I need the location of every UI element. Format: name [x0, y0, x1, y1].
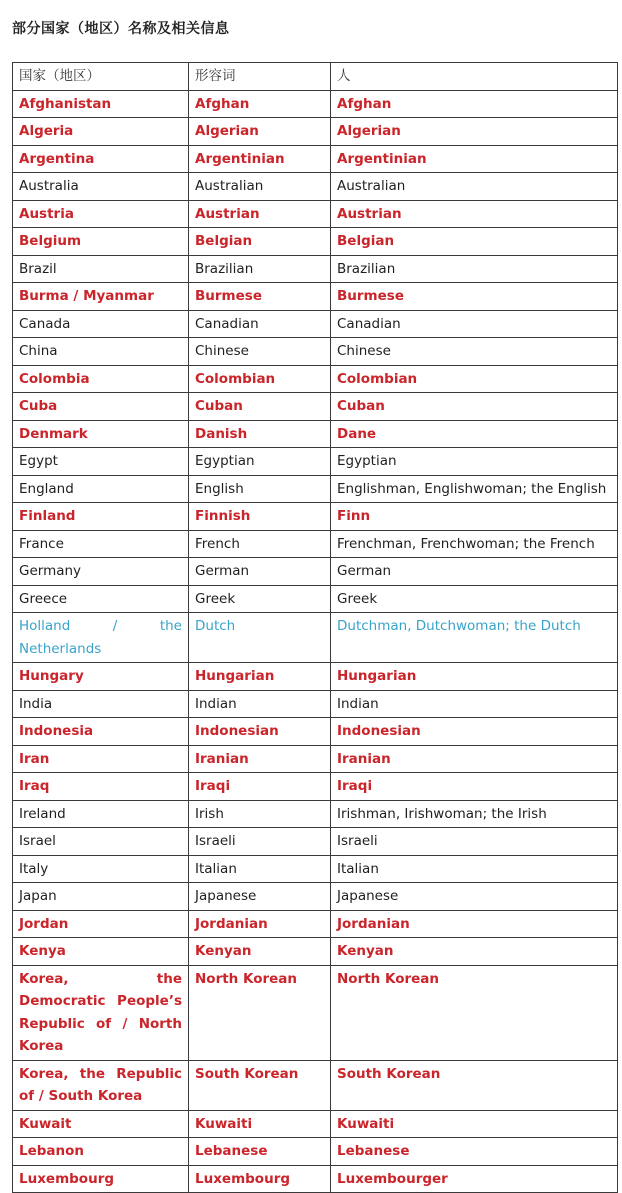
person-cell: Frenchman, Frenchwoman; the French: [331, 530, 618, 558]
table-row: [13, 365, 618, 393]
country-cell: Luxembourg: [13, 1165, 189, 1193]
country-cell: Afghanistan: [13, 90, 189, 118]
person-cell: Japanese: [331, 883, 618, 911]
person-cell: North Korean: [331, 965, 618, 1060]
table-row: [13, 420, 618, 448]
person-cell: Indian: [331, 690, 618, 718]
adjective-cell: Chinese: [189, 338, 331, 366]
country-cell: India: [13, 690, 189, 718]
person-cell: Hungarian: [331, 663, 618, 691]
country-cell: Canada: [13, 310, 189, 338]
table-row: [13, 938, 618, 966]
table-row: [13, 773, 618, 801]
person-cell: Jordanian: [331, 910, 618, 938]
adjective-cell: Israeli: [189, 828, 331, 856]
adjective-cell: Kuwaiti: [189, 1110, 331, 1138]
table-row: [13, 173, 618, 201]
header-adjective: 形容词: [189, 63, 331, 91]
country-cell: Japan: [13, 883, 189, 911]
country-cell: Greece: [13, 585, 189, 613]
country-table-container: [12, 62, 617, 1193]
country-cell: Kuwait: [13, 1110, 189, 1138]
adjective-cell: North Korean: [189, 965, 331, 1060]
person-cell: Iranian: [331, 745, 618, 773]
adjective-cell: Indonesian: [189, 718, 331, 746]
person-cell: Israeli: [331, 828, 618, 856]
adjective-cell: English: [189, 475, 331, 503]
table-row: [13, 883, 618, 911]
adjective-cell: Algerian: [189, 118, 331, 146]
country-cell: Belgium: [13, 228, 189, 256]
country-cell: Kenya: [13, 938, 189, 966]
table-row: [13, 965, 618, 1060]
adjective-cell: German: [189, 558, 331, 586]
adjective-cell: Canadian: [189, 310, 331, 338]
country-cell: Austria: [13, 200, 189, 228]
adjective-cell: Irish: [189, 800, 331, 828]
adjective-cell: Italian: [189, 855, 331, 883]
person-cell: Austrian: [331, 200, 618, 228]
country-cell: Algeria: [13, 118, 189, 146]
country-cell: Jordan: [13, 910, 189, 938]
adjective-cell: Finnish: [189, 503, 331, 531]
person-cell: Algerian: [331, 118, 618, 146]
country-cell: China: [13, 338, 189, 366]
adjective-cell: Iraqi: [189, 773, 331, 801]
adjective-cell: Luxembourg: [189, 1165, 331, 1193]
person-cell: Italian: [331, 855, 618, 883]
country-cell: Korea, the Republic of / South Korea: [13, 1060, 189, 1110]
adjective-cell: Austrian: [189, 200, 331, 228]
table-row: [13, 855, 618, 883]
table-row: [13, 228, 618, 256]
table-row: [13, 255, 618, 283]
adjective-cell: Burmese: [189, 283, 331, 311]
person-cell: Brazilian: [331, 255, 618, 283]
country-cell: Germany: [13, 558, 189, 586]
person-cell: Irishman, Irishwoman; the Irish: [331, 800, 618, 828]
table-header-row: [13, 63, 618, 91]
table-row: [13, 663, 618, 691]
header-country: 国家（地区）: [13, 63, 189, 91]
header-person: 人: [331, 63, 618, 91]
adjective-cell: South Korean: [189, 1060, 331, 1110]
adjective-cell: Lebanese: [189, 1138, 331, 1166]
person-cell: Afghan: [331, 90, 618, 118]
table-row: [13, 503, 618, 531]
adjective-cell: Danish: [189, 420, 331, 448]
table-row: [13, 558, 618, 586]
country-cell: Denmark: [13, 420, 189, 448]
table-row: [13, 1060, 618, 1110]
adjective-cell: Cuban: [189, 393, 331, 421]
adjective-cell: Dutch: [189, 613, 331, 663]
adjective-cell: Belgian: [189, 228, 331, 256]
country-cell: Hungary: [13, 663, 189, 691]
country-cell: France: [13, 530, 189, 558]
person-cell: Englishman, Englishwoman; the English: [331, 475, 618, 503]
adjective-cell: Jordanian: [189, 910, 331, 938]
country-cell: Ireland: [13, 800, 189, 828]
table-row: [13, 118, 618, 146]
country-cell: Indonesia: [13, 718, 189, 746]
table-row: [13, 718, 618, 746]
page-title: 部分国家（地区）名称及相关信息: [12, 21, 230, 37]
country-cell: Australia: [13, 173, 189, 201]
country-cell: Iran: [13, 745, 189, 773]
adjective-cell: Egyptian: [189, 448, 331, 476]
adjective-cell: Greek: [189, 585, 331, 613]
table-row: [13, 393, 618, 421]
table-row: [13, 910, 618, 938]
adjective-cell: Kenyan: [189, 938, 331, 966]
person-cell: German: [331, 558, 618, 586]
adjective-cell: Indian: [189, 690, 331, 718]
country-cell: Cuba: [13, 393, 189, 421]
person-cell: Kuwaiti: [331, 1110, 618, 1138]
country-cell: Iraq: [13, 773, 189, 801]
person-cell: South Korean: [331, 1060, 618, 1110]
table-row: [13, 828, 618, 856]
country-cell: Israel: [13, 828, 189, 856]
country-cell: Lebanon: [13, 1138, 189, 1166]
adjective-cell: Argentinian: [189, 145, 331, 173]
country-cell: Italy: [13, 855, 189, 883]
adjective-cell: Australian: [189, 173, 331, 201]
person-cell: Burmese: [331, 283, 618, 311]
person-cell: Greek: [331, 585, 618, 613]
person-cell: Colombian: [331, 365, 618, 393]
table-row: [13, 145, 618, 173]
country-cell: Colombia: [13, 365, 189, 393]
person-cell: Chinese: [331, 338, 618, 366]
adjective-cell: Afghan: [189, 90, 331, 118]
table-row: [13, 475, 618, 503]
adjective-cell: French: [189, 530, 331, 558]
country-cell: Korea, the Democratic People’s Republic of / North Korea: [13, 965, 189, 1060]
adjective-cell: Hungarian: [189, 663, 331, 691]
table-row: [13, 745, 618, 773]
person-cell: Indonesian: [331, 718, 618, 746]
country-table: [12, 62, 618, 1193]
table-row: [13, 613, 618, 663]
person-cell: Cuban: [331, 393, 618, 421]
adjective-cell: Japanese: [189, 883, 331, 911]
person-cell: Dane: [331, 420, 618, 448]
country-cell: Brazil: [13, 255, 189, 283]
country-cell: Argentina: [13, 145, 189, 173]
country-cell: Holland / the Netherlands: [13, 613, 189, 663]
person-cell: Lebanese: [331, 1138, 618, 1166]
person-cell: Argentinian: [331, 145, 618, 173]
table-row: [13, 1138, 618, 1166]
person-cell: Iraqi: [331, 773, 618, 801]
person-cell: Luxembourger: [331, 1165, 618, 1193]
person-cell: Belgian: [331, 228, 618, 256]
person-cell: Finn: [331, 503, 618, 531]
table-row: [13, 200, 618, 228]
adjective-cell: Brazilian: [189, 255, 331, 283]
table-row: [13, 800, 618, 828]
person-cell: Kenyan: [331, 938, 618, 966]
table-row: [13, 310, 618, 338]
country-cell: Egypt: [13, 448, 189, 476]
adjective-cell: Colombian: [189, 365, 331, 393]
table-row: [13, 530, 618, 558]
person-cell: Australian: [331, 173, 618, 201]
table-row: [13, 690, 618, 718]
table-row: [13, 1110, 618, 1138]
table-row: [13, 1165, 618, 1193]
table-row: [13, 90, 618, 118]
adjective-cell: Iranian: [189, 745, 331, 773]
table-row: [13, 283, 618, 311]
person-cell: Dutchman, Dutchwoman; the Dutch: [331, 613, 618, 663]
country-cell: England: [13, 475, 189, 503]
table-row: [13, 338, 618, 366]
country-cell: Finland: [13, 503, 189, 531]
person-cell: Egyptian: [331, 448, 618, 476]
table-row: [13, 585, 618, 613]
table-row: [13, 448, 618, 476]
person-cell: Canadian: [331, 310, 618, 338]
country-cell: Burma / Myanmar: [13, 283, 189, 311]
